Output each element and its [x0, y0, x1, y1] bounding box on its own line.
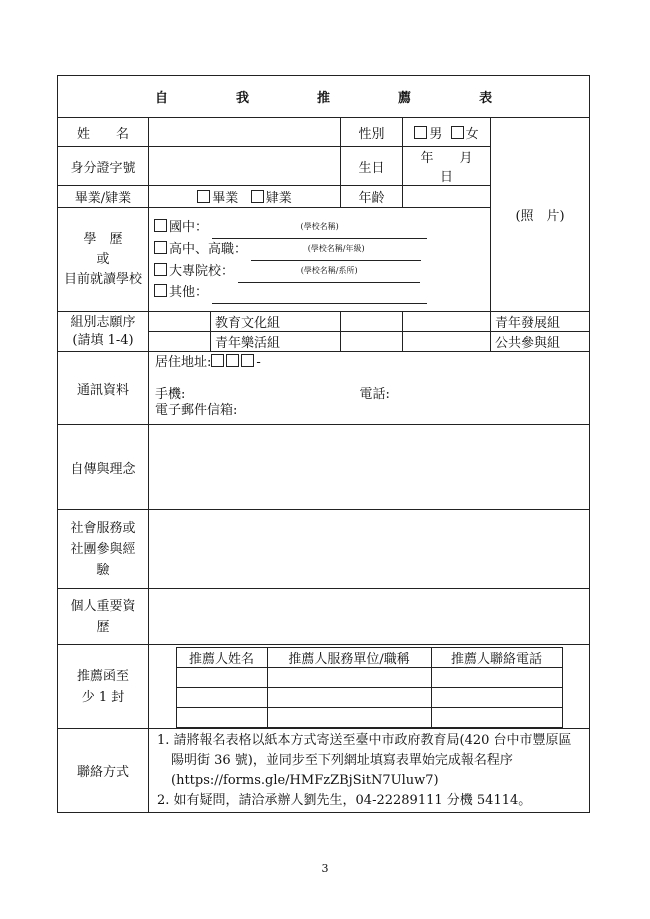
- social-service-label: 社會服務或社團參與經驗: [58, 510, 149, 589]
- contact-method-notes: [149, 729, 590, 813]
- group-pref-line: (請填 1-4): [72, 332, 134, 348]
- female-checkbox[interactable]: [451, 126, 464, 139]
- form-title: [58, 76, 590, 118]
- mobile-label: 手機:: [155, 387, 186, 402]
- address-label: 居住地址:: [155, 355, 212, 370]
- note-1: 1. 請將報名表格以紙本方式寄送至臺中市政府教育局(420 台中市豐原區陽明街 36 號)，並同步至下列網址填寫表單始完成報名程序(https://forms.gle/HMFzZBjSitN7Uluw7): [157, 732, 572, 788]
- social-service-field[interactable]: [149, 510, 590, 589]
- recommender-name-field[interactable]: [176, 668, 267, 688]
- title-char: 表: [479, 91, 493, 106]
- rank-education-culture[interactable]: [149, 312, 211, 332]
- edu-line[interactable]: (學校名稱/年級): [251, 238, 421, 261]
- contact-info-fields: [149, 352, 590, 425]
- graduated-checkbox[interactable]: [197, 190, 210, 203]
- group-public-participation: 公共參與組: [491, 332, 590, 352]
- other-checkbox[interactable]: [154, 284, 167, 297]
- recommendation-cell: [149, 645, 590, 729]
- education-label-line: 目前就讀學校: [64, 271, 143, 287]
- birthday-label: 生日: [341, 147, 403, 186]
- edu-row-other: [149, 282, 490, 304]
- title-char: 薦: [398, 91, 412, 106]
- recommender-row: [176, 668, 562, 688]
- recommender-header: 推薦人服務單位/職稱: [267, 648, 431, 668]
- recommender-phone-field[interactable]: [431, 708, 562, 728]
- edu-line[interactable]: [212, 303, 427, 304]
- name-field[interactable]: [149, 118, 341, 147]
- zip-box[interactable]: [241, 354, 254, 367]
- email-label: 電子郵件信箱:: [155, 403, 238, 418]
- edu-row-high-school: [149, 238, 490, 260]
- recommender-header: 推薦人聯絡電話: [431, 648, 562, 668]
- male-checkbox[interactable]: [414, 126, 427, 139]
- group-pref-line: 組別志願序: [70, 314, 136, 330]
- photo-label: (照 片): [515, 209, 565, 224]
- email-row[interactable]: [155, 403, 583, 419]
- rank-public-participation[interactable]: [341, 332, 403, 352]
- recommender-row: [176, 708, 562, 728]
- recommender-name-field[interactable]: [176, 688, 267, 708]
- birthday-field[interactable]: 年 月 日: [403, 147, 491, 186]
- note-2: 2. 如有疑問，請洽承辦人劉先生，04-22289111 分機 54114。: [157, 792, 532, 808]
- title-char: 推: [317, 91, 331, 106]
- zip-box[interactable]: [211, 354, 224, 367]
- rank-youth-music[interactable]: [149, 332, 211, 352]
- personal-history-label: 個人重要資歷: [58, 589, 149, 645]
- recommender-unit-field[interactable]: [267, 688, 431, 708]
- edu-line[interactable]: (學校名稱/系所): [238, 260, 420, 283]
- group-education-culture: 教育文化組: [211, 312, 341, 332]
- education-label-line: 或: [96, 251, 110, 267]
- group-youth-music: 青年樂活組: [211, 332, 341, 352]
- gender-label: 性別: [341, 118, 403, 147]
- edu-row-junior-high: [149, 216, 490, 238]
- recommender-unit-field[interactable]: [267, 668, 431, 688]
- age-field[interactable]: [403, 186, 491, 208]
- male-label: 男: [429, 126, 443, 142]
- edu-line[interactable]: (學校名稱): [212, 216, 427, 239]
- age-label: 年齡: [341, 186, 403, 208]
- group-pref-label: [58, 312, 149, 352]
- education-label: [58, 208, 149, 312]
- group-youth-development: 青年發展組: [491, 312, 590, 332]
- address-suffix: -: [256, 355, 261, 370]
- recommender-phone-field[interactable]: [431, 688, 562, 708]
- name-label: 姓 名: [58, 118, 149, 147]
- title-char: 我: [236, 91, 250, 106]
- gender-options: [403, 118, 491, 147]
- id-label: 身分證字號: [58, 147, 149, 186]
- grad-status-label: 畢業/肄業: [58, 186, 149, 208]
- autobiography-field[interactable]: [149, 425, 590, 510]
- personal-history-field[interactable]: [149, 589, 590, 645]
- autobiography-label: 自傳與理念: [58, 425, 149, 510]
- group-spacer: [403, 332, 491, 352]
- zip-box[interactable]: [226, 354, 239, 367]
- edu-row-college: [149, 260, 490, 282]
- not-graduated-checkbox[interactable]: [251, 190, 264, 203]
- recommender-row: [176, 688, 562, 708]
- photo-area[interactable]: [491, 118, 590, 312]
- junior-high-checkbox[interactable]: [154, 219, 167, 232]
- college-checkbox[interactable]: [154, 263, 167, 276]
- id-field[interactable]: [149, 147, 341, 186]
- female-label: 女: [465, 126, 479, 142]
- rank-youth-development[interactable]: [341, 312, 403, 332]
- group-spacer: [403, 312, 491, 332]
- page-number: 3: [321, 862, 329, 875]
- recommender-header: 推薦人姓名: [176, 648, 267, 668]
- edu-option-label: 其他：: [169, 284, 209, 300]
- address-row[interactable]: [155, 354, 583, 371]
- edu-option-label: 大專院校：: [169, 263, 235, 279]
- recommendation-label: 推薦函至少 1 封: [58, 645, 149, 729]
- recommender-table: [176, 647, 563, 728]
- education-label-line: 學 歷: [83, 231, 123, 247]
- education-options: [149, 208, 491, 312]
- recommender-unit-field[interactable]: [267, 708, 431, 728]
- not-graduated-label: 肄業: [265, 191, 292, 206]
- recommender-name-field[interactable]: [176, 708, 267, 728]
- graduated-label: 畢業: [212, 191, 239, 206]
- phone-row[interactable]: [155, 387, 583, 403]
- edu-option-label: 高中、高職：: [169, 241, 248, 257]
- contact-method-label: 聯絡方式: [58, 729, 149, 813]
- contact-info-label: 通訊資料: [58, 352, 149, 425]
- self-recommendation-form: [57, 75, 590, 813]
- phone-label: 電話:: [359, 387, 390, 402]
- edu-option-label: 國中：: [169, 219, 209, 235]
- high-school-checkbox[interactable]: [154, 241, 167, 254]
- title-char: 自: [155, 91, 169, 106]
- grad-status-options: [149, 186, 341, 208]
- recommender-phone-field[interactable]: [431, 668, 562, 688]
